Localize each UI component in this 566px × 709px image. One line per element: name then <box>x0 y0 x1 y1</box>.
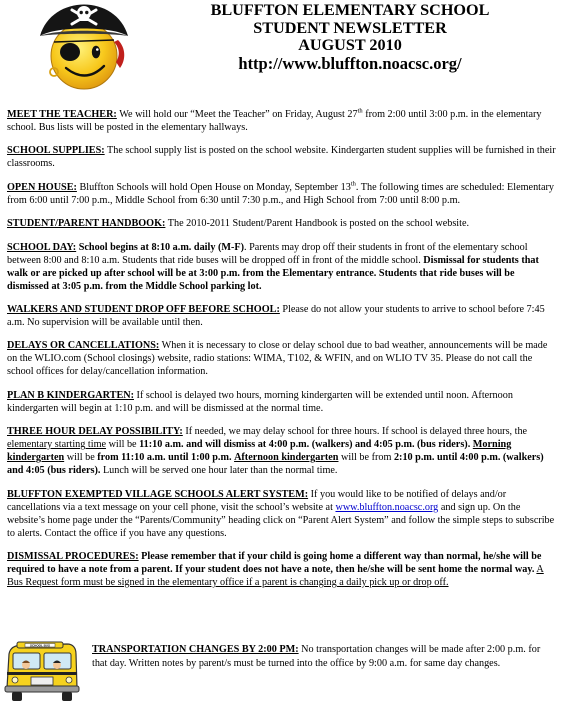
section-transportation <box>92 643 558 670</box>
section-text-bold: from 11:10 a.m. until 1:00 p.m. <box>97 452 232 464</box>
section-text-bold-underlined: Morning kindergarten <box>7 439 512 464</box>
section-text: If you would like to be notified of delays and/or cancellations via a text message on your cell phone, visit the school’s website at <box>7 488 507 513</box>
newsletter-body <box>7 108 556 599</box>
section-handbook <box>7 217 556 230</box>
section-title: BLUFFTON EXEMPTED VILLAGE SCHOOLS ALERT SYSTEM: <box>7 488 309 500</box>
section-text: . The following times are scheduled: Elementary from 6:00 until 7:00 p.m., Middle School from 6:30 until 7:30 p.m., and High School from 7:00 until 8:00 p.m. <box>7 181 555 206</box>
section-school-supplies <box>7 144 556 170</box>
section-alert-system <box>7 488 556 540</box>
section-text-underlined: elementary starting time <box>7 439 107 451</box>
section-text-bold: Please remember that if your child is going home a different way than normal, he/she will be required to have a note from a parent. If your student does not have a note, then he/she will be sent home the normal way. <box>7 550 542 575</box>
section-text-underlined: A Bus Request form must be signed in the elementary office if a parent is changing a daily pick up or drop off. <box>7 563 544 588</box>
section-title: SCHOOL SUPPLIES: <box>7 145 105 157</box>
section-dismissal <box>7 550 556 589</box>
section-three-hour-delay <box>7 425 556 477</box>
section-text: If needed, we may delay school for three hours. If school is delayed three hours, the <box>182 426 528 438</box>
section-title: SCHOOL DAY: <box>7 241 77 253</box>
school-website-url[interactable]: http://www.bluffton.noacsc.org/ <box>238 53 462 73</box>
pirate-smiley-icon <box>34 0 134 96</box>
section-title: MEET THE TEACHER: <box>7 109 117 120</box>
newsletter-title: STUDENT NEWSLETTER <box>253 18 447 37</box>
ordinal-suffix: th <box>357 107 363 115</box>
section-title: THREE HOUR DELAY POSSIBILITY: <box>7 426 183 438</box>
section-text-bold: Dismissal for students that walk or are picked up after school will be at 3:00 p.m. from the Elementary entrance. Students that ride buses will be dismissed at 3:05 p.m. from the Middle School parking lot. <box>7 254 539 292</box>
section-text-bold-underlined: Afternoon kindergarten <box>234 452 339 464</box>
section-text: We will hold our “Meet the Teacher” on Friday, August 27 <box>116 109 358 120</box>
section-text: will be from <box>338 452 394 464</box>
section-walkers <box>7 303 556 329</box>
section-text: Lunch will be served one hour later than the normal time. <box>100 465 338 477</box>
section-title: WALKERS AND STUDENT DROP OFF BEFORE SCHOOL: <box>7 303 280 315</box>
section-title: DELAYS OR CANCELLATIONS: <box>7 340 160 352</box>
section-text-bold: 11:10 a.m. and will dismiss at 4:00 p.m. (walkers) and 4:05 p.m. (bus riders). <box>139 439 471 451</box>
ordinal-suffix: th <box>350 180 356 188</box>
section-text: will be <box>106 439 140 451</box>
section-text: The school supply list is posted on the school website. Kindergarten student supplies will be furnished in their classrooms. <box>7 145 556 170</box>
section-title: PLAN B KINDERGARTEN: <box>7 389 134 401</box>
newsletter-date: AUGUST 2010 <box>298 36 402 55</box>
section-title: DISMISSAL PROCEDURES: <box>7 550 139 562</box>
section-plan-b <box>7 389 556 415</box>
newsletter-header <box>150 2 550 72</box>
school-website-link[interactable]: www.bluffton.noacsc.org <box>335 501 439 513</box>
svg-text:SCHOOL BUS: SCHOOL BUS <box>30 643 50 648</box>
section-delays <box>7 339 556 378</box>
section-title: TRANSPORTATION CHANGES BY 2:00 PM: <box>92 644 299 655</box>
section-text: If school is delayed two hours, morning kindergarten will be extended until noon. Afternoon kindergarten will begin at 1:10 p.m. and will be dismissed at the normal time. <box>7 389 513 414</box>
section-title: OPEN HOUSE: <box>7 181 77 193</box>
section-text: When it is necessary to close or delay school due to bad weather, announcements will be made on the WLIO.com (School closings) website, radio stations: WIMA, T102, & WFIN, and on WLIO TV 35. Please do not call the school offices for delay/cancellation information. <box>7 340 548 378</box>
section-text: and sign up. On the website’s home page under the “Parents/Community” heading click on “Parent Alert System” and follow the simple steps to subscribe to alerts. Contact the office if you have any questions. <box>7 501 555 539</box>
section-text-bold: 2:10 p.m. until 4:00 p.m. (walkers) and 4:05 (bus riders). <box>7 452 544 477</box>
school-bus-icon <box>3 636 81 704</box>
section-text: will be <box>64 452 98 464</box>
school-name: BLUFFTON ELEMENTARY SCHOOL <box>210 1 490 19</box>
section-text: The 2010-2011 Student/Parent Handbook is posted on the school website. <box>165 218 470 230</box>
section-text-bold: School begins at 8:10 a.m. daily (M-F) <box>76 241 244 253</box>
section-text: No transportation changes will be made after 2:00 p.m. for that day. Written notes by parent/s must be turned into the office by 9:00 a.m. for same day changes. <box>92 644 541 669</box>
section-title: STUDENT/PARENT HANDBOOK: <box>7 218 166 230</box>
section-text: from 2:00 until 3:00 p.m. in the elementary school. Bus lists will be posted in the elementary hallways. <box>7 109 542 133</box>
section-meet-the-teacher <box>7 108 556 134</box>
section-text: Please do not allow your students to arrive to school before 7:45 a.m. No supervision will be available until then. <box>7 303 545 328</box>
section-school-day <box>7 241 556 293</box>
section-open-house <box>7 181 556 207</box>
section-text: . Parents may drop off their students in front of the elementary school between 8:00 and 8:10 a.m. Students that ride buses will be dropped off in front of the middle school. <box>7 241 528 266</box>
section-text: Bluffton Schools will hold Open House on Monday, September 13 <box>76 181 351 193</box>
